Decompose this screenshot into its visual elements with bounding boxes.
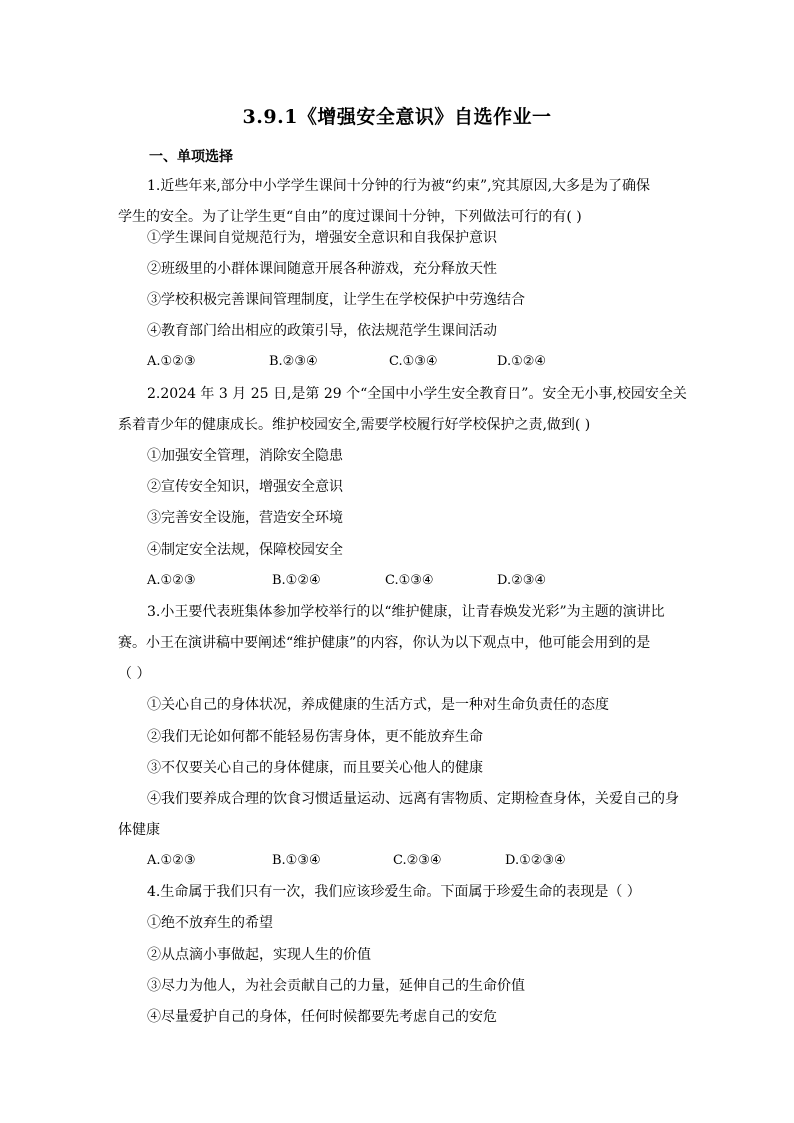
q3-stem-line-2: 赛。小王在演讲稿中要阐述“维护健康”的内容，你认为以下观点中，他可能会用到的是 <box>118 635 651 651</box>
q3-option-b: B.①③④ <box>272 853 321 868</box>
q2-item-2: ②宣传安全知识，增强安全意识 <box>147 479 343 495</box>
q1-item-1: ①学生课间自觉规范行为，增强安全意识和自我保护意识 <box>147 230 497 246</box>
q3-option-c: C.②③④ <box>393 853 442 868</box>
q3-stem-line-3: （ ） <box>118 666 151 682</box>
q1-stem-line-2: 学生的安全。为了让学生更“自由”的度过课间十分钟，下列做法可行的有( ) <box>118 209 582 225</box>
q1-option-b: B.②③④ <box>269 354 318 369</box>
q3-item-2: ②我们无论如何都不能轻易伤害身体，更不能放弃生命 <box>147 729 483 745</box>
q2-option-a: A.①②③ <box>147 573 196 588</box>
q3-stem-line-1: 3.小王要代表班集体参加学校举行的以“维护健康，让青春焕发光彩”为主题的演讲比 <box>147 604 665 620</box>
q1-item-2: ②班级里的小群体课间随意开展各种游戏，充分释放天性 <box>147 261 497 277</box>
q4-item-2: ②从点滴小事做起，实现人生的价值 <box>147 947 371 963</box>
q3-item-4: ④我们要养成合理的饮食习惯适量运动、远离有害物质、定期检查身体，关爱自己的身 <box>147 791 679 807</box>
q2-option-d: D.②③④ <box>497 573 547 588</box>
q3-item-1: ①关心自己的身体状况，养成健康的生活方式，是一种对生命负责任的态度 <box>147 697 609 713</box>
q2-item-3: ③完善安全设施，营造安全环境 <box>147 510 343 526</box>
q2-option-c: C.①③④ <box>385 573 434 588</box>
q3-item-4-continued: 体健康 <box>118 822 160 838</box>
q1-item-4: ④教育部门给出相应的政策引导，依法规范学生课间活动 <box>147 323 497 339</box>
q4-item-1: ①绝不放弃生的希望 <box>147 915 273 931</box>
q2-stem-line-1: 2.2024 年 3 月 25 日,是第 29 个“全国中小学生安全教育日”。安全无小事,校园安全关 <box>147 386 687 402</box>
q1-stem-line-1: 1.近些年来,部分中小学学生课间十分钟的行为被“约束”,究其原因,大多是为了确保 <box>147 178 651 194</box>
q4-stem-line-1: 4.生命属于我们只有一次，我们应该珍爱生命。下面属于珍爱生命的表现是（ ） <box>147 884 641 900</box>
q2-stem-line-2: 系着青少年的健康成长。维护校园安全,需要学校履行好学校保护之责,做到( ) <box>118 417 591 433</box>
q4-item-4: ④尽量爱护自己的身体，任何时候都要先考虑自己的安危 <box>147 1009 497 1025</box>
q4-item-3: ③尽力为他人，为社会贡献自己的力量，延伸自己的生命价值 <box>147 978 525 994</box>
q2-item-1: ①加强安全管理，消除安全隐患 <box>147 448 343 464</box>
q3-option-d: D.①②③④ <box>505 853 566 868</box>
q2-option-b: B.①②④ <box>272 573 321 588</box>
q2-item-4: ④制定安全法规，保障校园安全 <box>147 542 343 558</box>
document-title: 3.9.1《增强安全意识》自选作业一 <box>242 106 552 128</box>
q1-item-3: ③学校积极完善课间管理制度，让学生在学校保护中劳逸结合 <box>147 292 525 308</box>
section-heading: 一、单项选择 <box>149 149 233 165</box>
q1-option-a: A.①②③ <box>147 354 196 369</box>
q3-option-a: A.①②③ <box>147 853 196 868</box>
q3-item-3: ③不仅要关心自己的身体健康，而且要关心他人的健康 <box>147 760 483 776</box>
q1-option-d: D.①②④ <box>497 354 547 369</box>
q1-option-c: C.①③④ <box>389 354 438 369</box>
